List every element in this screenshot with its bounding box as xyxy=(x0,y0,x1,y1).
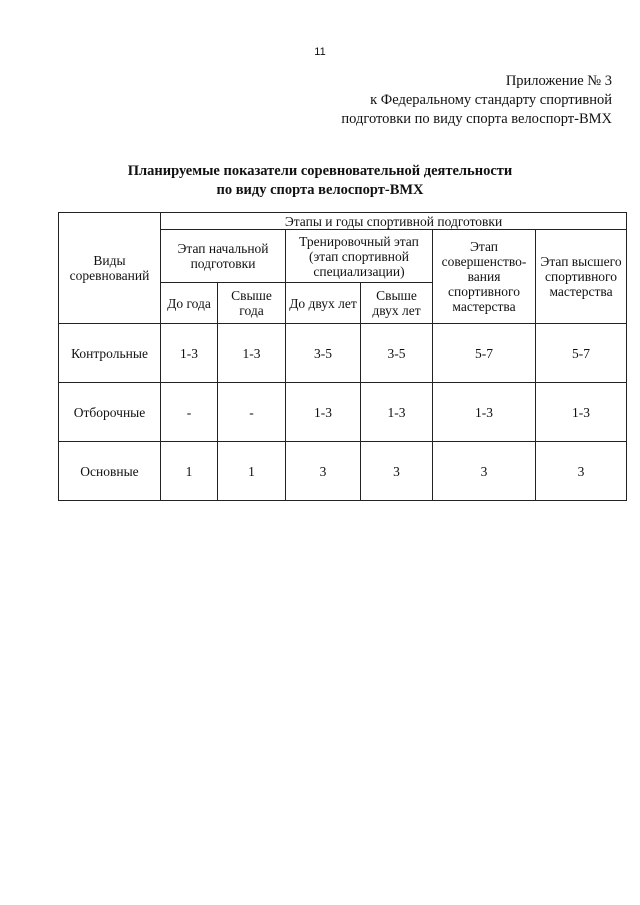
table-row xyxy=(59,324,627,383)
title-line: Планируемые показатели соревновательной деятельности xyxy=(127,163,513,179)
subheader-over-year: Свыше года xyxy=(218,283,286,324)
table-cell: 3-5 xyxy=(361,324,433,383)
stage-training-header: Тренировочный этап (этап спортивной специализации) xyxy=(286,230,433,283)
table-cell: 3-5 xyxy=(286,324,361,383)
table-cell: 1-3 xyxy=(218,324,286,383)
subheader-up-to-two-years: До двух лет xyxy=(286,283,361,324)
table-cell: 3 xyxy=(286,442,361,501)
table-cell: 3 xyxy=(536,442,627,501)
title-line: по виду спорта велоспорт-BMX xyxy=(216,182,424,198)
table-cell: - xyxy=(161,383,218,442)
table-cell: 3 xyxy=(433,442,536,501)
appendix-line: подготовки по виду спорта велоспорт-BMX xyxy=(341,111,612,127)
table-cell: 1-3 xyxy=(286,383,361,442)
appendix-reference xyxy=(272,72,612,129)
competition-indicators-table xyxy=(58,212,627,501)
table-cell: - xyxy=(218,383,286,442)
table-row xyxy=(59,442,627,501)
table-row xyxy=(59,383,627,442)
appendix-line: Приложение № 3 xyxy=(505,73,612,89)
stage-highest-header: Этап высшего спортивного мастерства xyxy=(536,230,627,324)
table-header-row xyxy=(59,213,627,230)
row-label: Основные xyxy=(59,442,161,501)
table-cell: 5-7 xyxy=(433,324,536,383)
subheader-up-to-year: До года xyxy=(161,283,218,324)
table-cell: 1-3 xyxy=(361,383,433,442)
stages-group-header: Этапы и годы спортивной подготовки xyxy=(161,213,627,230)
table-cell: 1 xyxy=(218,442,286,501)
row-label: Отборочные xyxy=(59,383,161,442)
stage-improvement-header: Этап совершенство-вания спортивного мастерства xyxy=(433,230,536,324)
table-cell: 5-7 xyxy=(536,324,627,383)
appendix-line: к Федеральному стандарту спортивной xyxy=(370,92,612,108)
document-title xyxy=(0,162,640,200)
stage-initial-header: Этап начальной подготовки xyxy=(161,230,286,283)
competition-type-header: Виды соревнований xyxy=(59,213,161,324)
page-number: 11 xyxy=(314,46,326,58)
table-cell: 3 xyxy=(361,442,433,501)
subheader-over-two-years: Свыше двух лет xyxy=(361,283,433,324)
table-cell: 1-3 xyxy=(536,383,627,442)
table-cell: 1-3 xyxy=(161,324,218,383)
table-cell: 1-3 xyxy=(433,383,536,442)
row-label: Контрольные xyxy=(59,324,161,383)
table-cell: 1 xyxy=(161,442,218,501)
